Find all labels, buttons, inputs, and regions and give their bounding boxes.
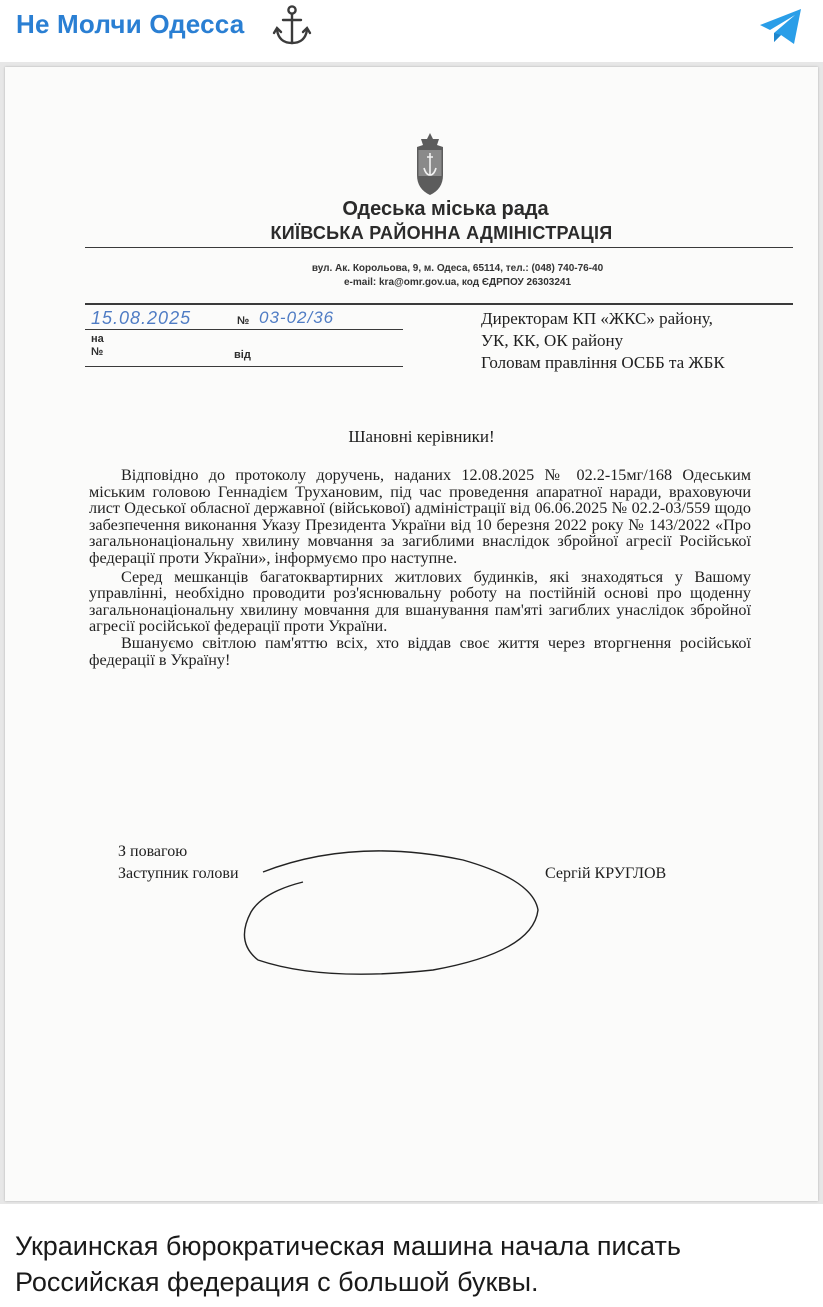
- anchor-icon: [272, 4, 312, 48]
- ref-underline: [85, 366, 403, 367]
- number-label: №: [237, 315, 250, 327]
- handwritten-date: 15.08.2025: [91, 308, 192, 328]
- contact-line: e-mail: kra@omr.gov.ua, код ЄДРПОУ 26303241: [343, 277, 572, 288]
- closing: З повагою: [118, 843, 188, 860]
- official-letter: [5, 67, 818, 1201]
- signature-scribble: [233, 842, 553, 977]
- from-label: від: [234, 349, 251, 361]
- recipient-line-2: УК, КК, ОК району: [481, 331, 624, 350]
- recipient-line-1: Директорам КП «ЖКС» району,: [481, 309, 713, 328]
- signer-title: Заступник голови: [118, 865, 239, 882]
- post-caption: Украинская бюрократическая машина начала писать Российская федерация с большой буквы.: [15, 1231, 681, 1297]
- header-rule-bottom: [85, 303, 793, 305]
- document-image[interactable]: [0, 62, 823, 1204]
- paragraph-2: Серед мешканців багатоквартирних житлових будинків, які знаходяться у Вашому управлінні, необхідно проводити роз'яснювальну роботу на постійній основі про щоденну загальнонаціональну хвилину мовчання для вшанування пам'яті загиблих унаслідок збройної агресії російської федерації проти України.: [89, 567, 751, 636]
- letter-body: [89, 467, 751, 668]
- paragraph-1: Відповідно до протоколу доручень, наданих 12.08.2025 № 02.2-15мг/168 Одеським міським головою Геннадієм Трухановим, під час проведення апаратної наради, враховуючи лист Одеської обласної державної (військової) адміністрації від 06.06.2025 № 02.2-03/559 щодо забезпечення виконання Указу Президента України від 10 березня 2022 року № 143/2022 «Про загальнонаціональну хвилину мовчання за загиблими внаслідок збройної агресії Російської федерації проти України», інформуємо про наступне.: [89, 466, 751, 567]
- date-underline: [85, 329, 403, 330]
- on-label: на: [91, 333, 104, 345]
- recipient-line-3: Головам правління ОСББ та ЖБК: [481, 353, 725, 372]
- city-council-name: Одеська міська рада: [342, 198, 549, 220]
- channel-name[interactable]: Не Молчи Одесса: [16, 9, 245, 39]
- handwritten-number: 03-02/36: [259, 308, 335, 327]
- paragraph-3: Вшануємо світлою пам'яттю всіх, хто віддав своє життя через вторгнення російської федерації в Україну!: [89, 633, 751, 669]
- greeting: Шановні керівники!: [348, 427, 495, 446]
- on-number-label: №: [91, 346, 104, 358]
- odesa-coat-of-arms-icon: [417, 133, 443, 195]
- header-rule-top: [85, 247, 793, 248]
- district-administration-name: КИЇВСЬКА РАЙОННА АДМІНІСТРАЦІЯ: [270, 223, 613, 243]
- channel-header: [0, 0, 823, 56]
- telegram-paper-plane-icon[interactable]: [757, 6, 805, 48]
- address-line: вул. Ак. Корольова, 9, м. Одеса, 65114, тел.: (048) 740-76-40: [311, 263, 604, 274]
- signer-name: Сергій КРУГЛОВ: [545, 865, 667, 882]
